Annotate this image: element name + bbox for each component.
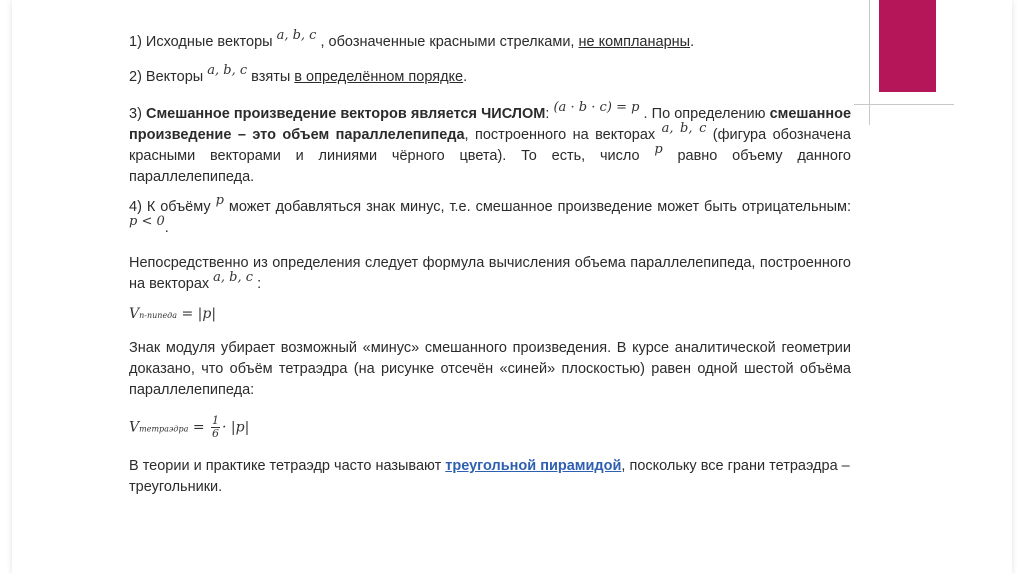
triangular-pyramid-link[interactable]: треугольной пирамидой <box>445 458 622 474</box>
p-negative-formula: p < 0 <box>129 214 165 229</box>
paragraph-7: В теории и практике тетраэдр часто называют треугольной пирамидой, поскольку все грани тетраэдра – треугольники. <box>129 458 850 495</box>
p-symbol: p <box>654 142 663 157</box>
decorative-line-vertical <box>869 0 870 125</box>
paragraph-5: Непосредственно из определения следует формула вычисления объема параллелепипеда, построенного на векторах a, b, c : <box>129 255 851 292</box>
paragraph-6: Знак модуля убирает возможный «минус» смешанного произведения. В курсе аналитической геометрии доказано, что объём тетраэдра (на рисунке отсечён «синей» плоскостью) равен одной шестой объёма параллелепипеда: <box>129 340 851 398</box>
paragraph-2: 2) Векторы a, b, c взяты в определённом порядке. <box>129 63 468 85</box>
mixed-product-is-number: Смешанное произведение векторов является ЧИСЛОМ <box>145 106 546 122</box>
mixed-product-definition: смешанное произведение – это объем параллелепипеда <box>129 106 852 143</box>
paragraph-3: 3) Смешанное произведение векторов является ЧИСЛОМ: (a · b · c) = p . По определению смешанное произведение – это объем параллелепипеда, построенного на векторах a, b, c (фигура обозначена красными векторами и линиями чёрного цвета). То есть, число p равно объему данного параллелепипеда. <box>129 100 852 185</box>
paragraph-4: 4) К объёму p может добавляться знак минус, т.е. смешанное произведение может быть отрицательным: p < 0. <box>129 193 851 236</box>
not-coplanar-underlined: не компланарны <box>578 34 691 50</box>
tetrahedron-volume-formula: Vтетраэдра = $\frac{1}{6}$ · |p| <box>129 414 250 440</box>
vectors-abc-formula: a, b, c <box>207 63 248 78</box>
paragraph-1: 1) Исходные векторы a, b, c , обозначенные красными стрелками, не компланарны. <box>129 28 695 50</box>
parallelepiped-volume-formula: Vп-пипеда = |p| <box>129 306 217 322</box>
decorative-line-horizontal <box>854 104 954 105</box>
mixed-product-formula: (a · b · c) = p <box>553 100 640 115</box>
certain-order-underlined: в определённом порядке <box>294 69 464 85</box>
vectors-abc-formula: a, b, c <box>276 28 317 43</box>
vectors-abc-formula: a, b, c <box>213 270 254 285</box>
slide-content <box>129 28 852 507</box>
p-symbol: p <box>215 193 224 208</box>
vectors-abc-formula: a, b, c <box>661 121 707 136</box>
accent-bar <box>879 0 936 92</box>
one-sixth-fraction: $\frac{1}{6}$ <box>212 414 220 440</box>
